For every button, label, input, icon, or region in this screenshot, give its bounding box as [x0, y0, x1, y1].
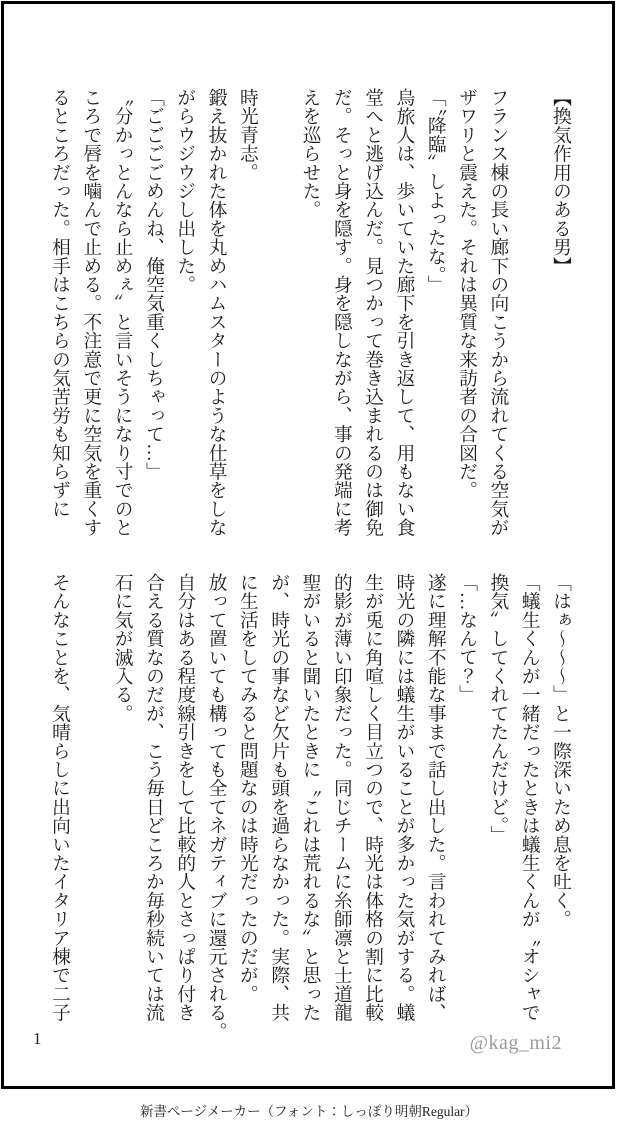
text-line: ザワリと震えた。それは異質な来訪者の合図だ。 — [456, 88, 478, 500]
text-line: 「ごごごごめんね、俺空気重くしちゃって…」 — [142, 88, 164, 481]
text-line: 「はぁ～～～」と一際深いため息を吐く。 — [550, 573, 571, 929]
text-line: ころで唇を噛んで止める。不注意で更に空気を重くす — [80, 88, 102, 537]
text-line: 合える質なのだが、こう毎日どころか毎秒続いては流 — [142, 573, 164, 1022]
text-line: 「〝降臨〟しよったな。」 — [424, 88, 446, 294]
text-line: 「…なんて？」 — [456, 573, 478, 704]
text-line: 生が兎に角喧しく目立つので、時光は体格の割に比較 — [362, 573, 384, 1022]
text-line: 自分はある程度線引きをして比較的人とさっぱり付き — [174, 573, 196, 1022]
text-line: 放って置いても構っても全てネガティブに還元される。 — [205, 573, 227, 1041]
text-line: そんなことを、気晴らしに出向いたイタリア棟で二子 — [49, 573, 70, 1022]
text-line — [263, 88, 294, 541]
text-line: フランス棟の長い廊下の向こうから流れてくる空気が — [487, 88, 509, 537]
text-line: 鍛え抜かれた体を丸めハムスターのような仕草をしな — [205, 88, 227, 537]
text-line: がらウジウジし出した。 — [174, 88, 196, 294]
text-line: 烏旅人は、歩いていた廊下を引き返して、用もない食 — [393, 88, 415, 537]
text-line: 聖がいると聞いたときに〝これは荒れるな〟と思った — [299, 573, 321, 1022]
text-line: 〝分かっとんなら止めぇ〟と言いそうになり寸でのと — [111, 88, 133, 537]
text-line: えを巡らせた。 — [299, 88, 321, 219]
author-credit: @kag_mi2 — [469, 1032, 562, 1054]
text-block-top — [44, 88, 576, 541]
text-line: 時光青志。 — [236, 88, 258, 182]
footer-caption: 新書ページメーカー（フォント：しっぽり明朝Regular） — [139, 1104, 479, 1119]
text-line: だ。そっと身を隠す。身を隠しながら、事の発端に考 — [330, 88, 352, 537]
text-line: 的影が薄い印象だった。同じチームに糸師凛と士道龍 — [330, 573, 352, 1022]
text-line: 換気〟してくれてたんだけど。」 — [487, 573, 509, 845]
text-line: 時光の隣には蟻生がいることが多かった気がする。蟻 — [393, 573, 415, 1022]
text-line — [513, 88, 544, 541]
text-line: 堂へと逃げ込んだ。見つかって巻き込まれるのは御免 — [362, 88, 384, 537]
page-number: 1 — [33, 1029, 42, 1048]
text-line: に生活をしてみると問題なのは時光だったのだが。 — [236, 573, 258, 1004]
text-line: 遂に理解不能な事まで話し出した。言われてみれば、 — [424, 573, 446, 1022]
text-line: 【換気作用のある男】 — [550, 88, 571, 275]
text-line: るところだった。相手はこちらの気苦労も知らずに — [49, 88, 70, 519]
text-line — [75, 573, 106, 1026]
text-block-bottom — [44, 573, 576, 1041]
text-line: が、時光の事など欠片も頭を過らなかった。実際、共 — [268, 573, 290, 1022]
text-line: 石に気が滅入る。 — [111, 573, 133, 723]
text-line: 「蟻生くんが一緒だったときは蟻生くんが〝オシャで — [518, 573, 540, 1022]
